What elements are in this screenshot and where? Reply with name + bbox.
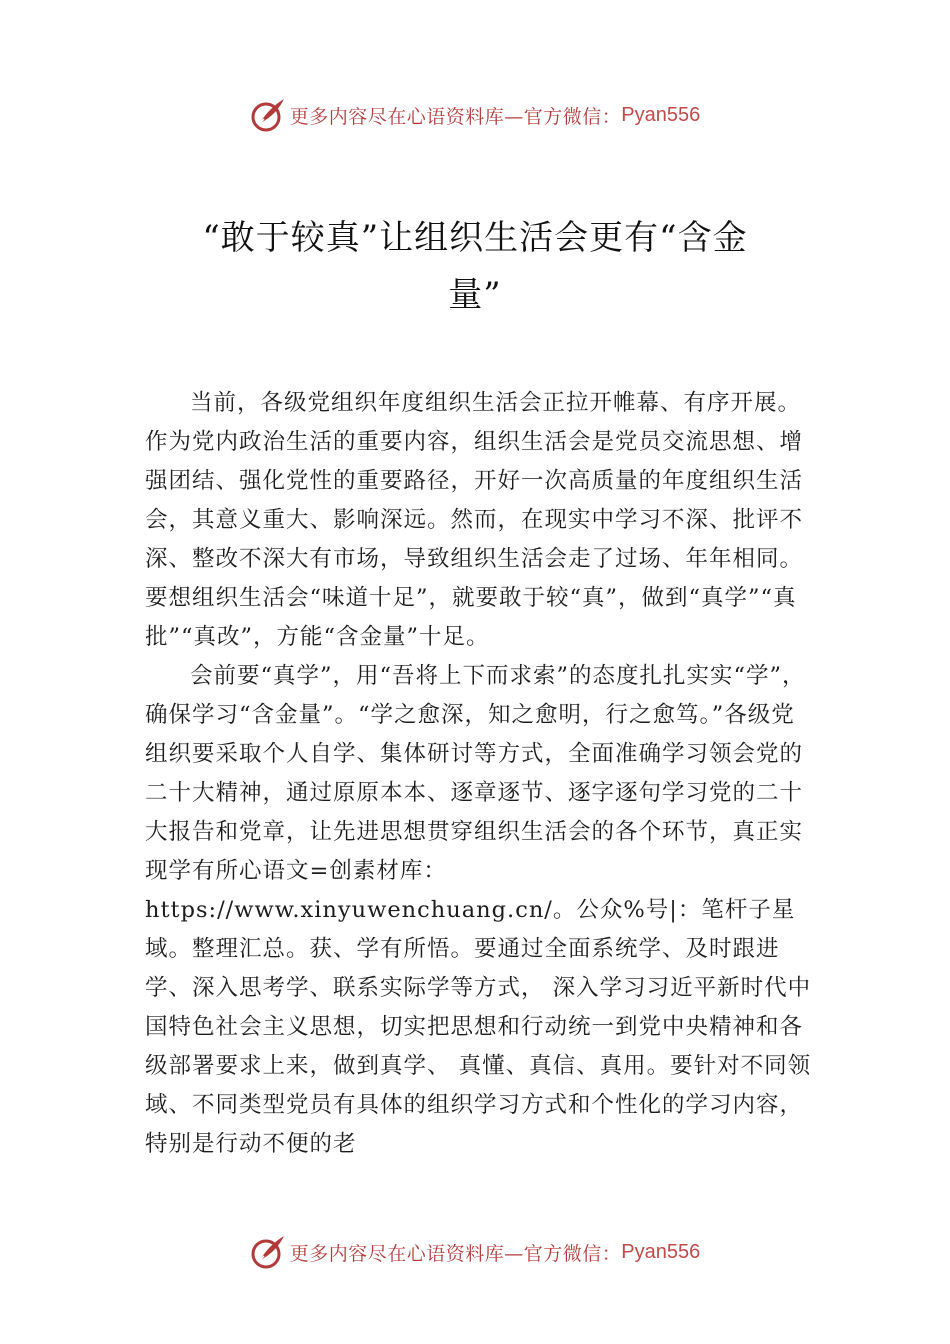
paragraph-1: 当前，各级党组织年度组织生活会正拉开帷幕、有序开展。作为党内政治生活的重要内容，组织生活会是党员交流思想、增强团结、强化党性的重要路径，开好一次高质量的年度组织生活会，其意义重大、影响深远。然而，在现实中学习不深、批评不深、整改不深大有市场，导致组织生活会走了过场、年年相同。要想组织生活会“味道十足”，就要敢于较“真”，做到“真学”“真批”“真改”，方能“含金量”十足。 xyxy=(145,390,804,650)
watermark-text: 更多内容尽在心语资料库—官方微信： xyxy=(289,105,622,128)
title-line-1: “敢于较真”让组织生活会更有“含金 xyxy=(202,218,748,258)
quill-pen-icon xyxy=(250,1234,286,1270)
top-watermark-banner xyxy=(0,95,950,135)
watermark-text: 更多内容尽在心语资料库—官方微信： xyxy=(289,1242,622,1265)
quill-pen-icon xyxy=(250,97,286,133)
paragraph-2: 会前要“真学”，用“吾将上下而求索”的态度扎扎实实“学”，确保学习“含金量”。“学之愈深，知之愈明，行之愈笃。”各级党组织要采取个人自学、集体研讨等方式，全面准确学习领会党的二十大精神，通过原原本本、逐章逐节、逐字逐句学习党的二十大报告和党章，让先进思想贯穿组织生活会的各个环节，真正实现学有所心语文=创素材库：https://www.xinyuwenchuang.cn/。公众%号|：笔杆子星域。整理汇总。获、学有所悟。要通过全面系统学、及时跟进学、深入思考学、联系实际学等方式， 深入学习习近平新时代中国特色社会主义思想，切实把思想和行动统一到党中央精神和各级部署要求上来，做到真学、 真懂、真信、真用。要针对不同领域、不同类型党员有具体的组织学习方式和个性化的学习内容，特别是行动不便的老 xyxy=(145,663,812,1157)
document-body xyxy=(145,384,815,1164)
title-line-2: 量” xyxy=(448,275,502,315)
watermark-wechat-id: Pyan556 xyxy=(621,1240,701,1263)
bottom-watermark-banner xyxy=(0,1232,950,1272)
document-title xyxy=(140,210,810,324)
watermark-wechat-id: Pyan556 xyxy=(621,103,701,126)
